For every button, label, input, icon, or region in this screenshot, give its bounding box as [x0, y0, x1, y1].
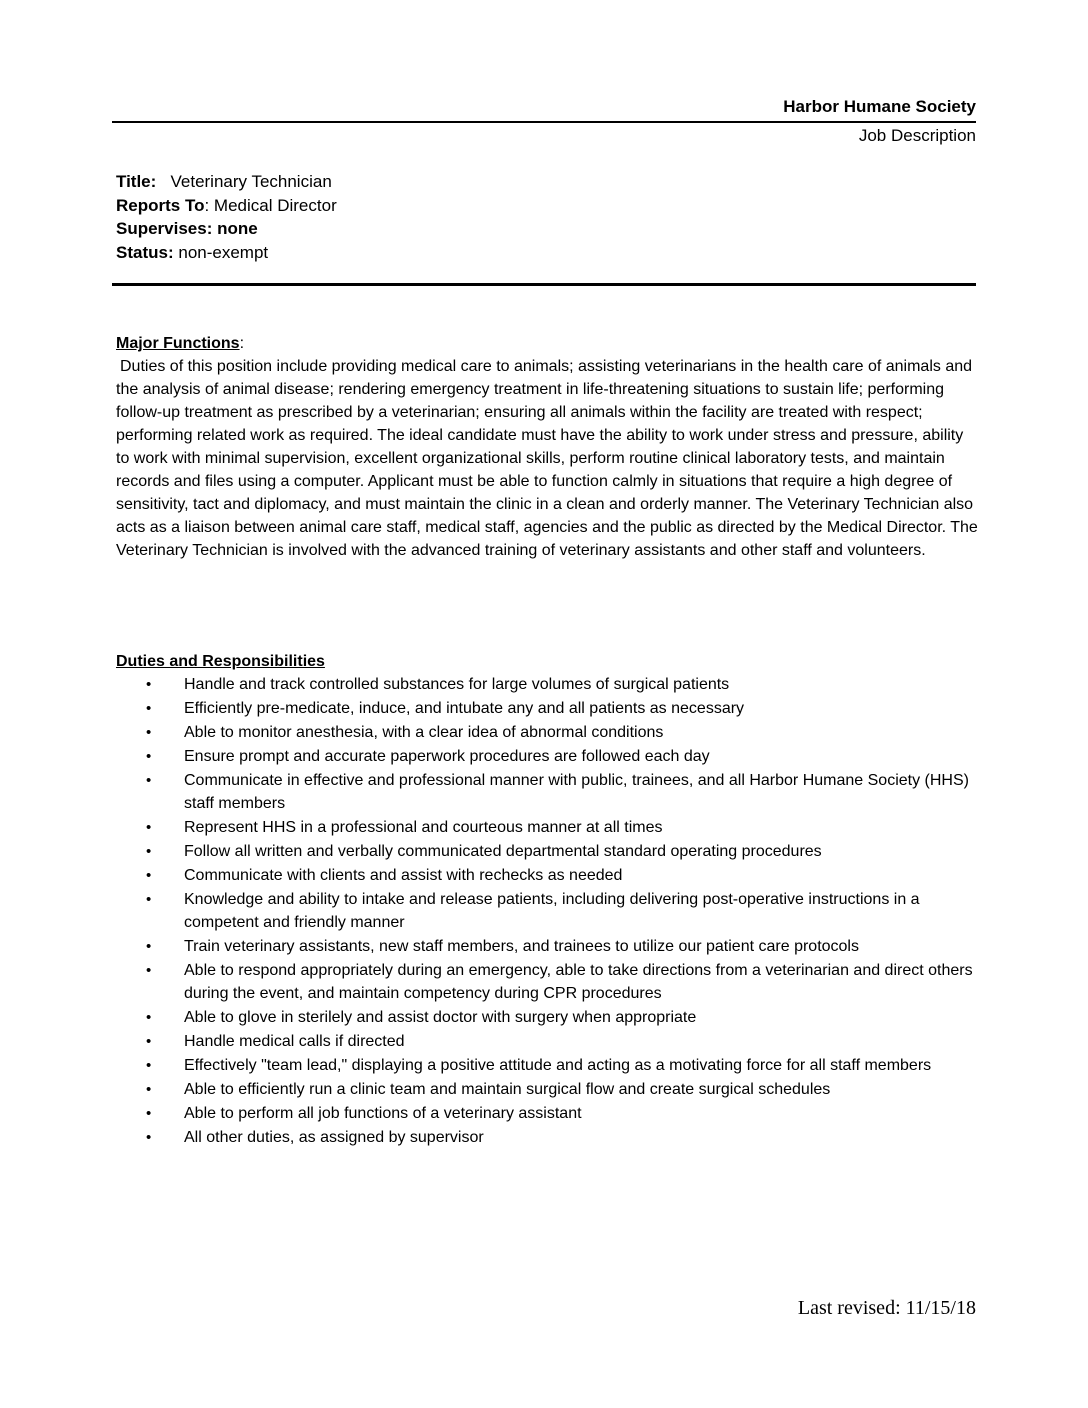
major-functions-colon: : — [239, 335, 245, 352]
status-row — [116, 241, 337, 265]
duty-text: Knowledge and ability to intake and release patients, including delivering post-operative instructions in a competent and friendly manner — [184, 891, 920, 931]
list-item — [116, 864, 978, 887]
bullet-icon: • — [146, 1105, 152, 1122]
major-functions-heading-row — [116, 332, 978, 355]
list-item — [116, 959, 978, 1005]
bullet-icon: • — [146, 724, 152, 741]
list-item — [116, 673, 978, 696]
duty-text: Able to monitor anesthesia, with a clear idea of abnormal conditions — [184, 724, 664, 741]
supervises-label: Supervises: none — [116, 219, 258, 238]
duty-text: Communicate in effective and professional manner with public, trainees, and all Harbor Humane Society (HHS) staff members — [184, 772, 969, 812]
title-value: Veterinary Technician — [170, 172, 332, 191]
duty-text: All other duties, as assigned by supervisor — [184, 1129, 484, 1146]
list-item — [116, 745, 978, 768]
bullet-icon: • — [146, 700, 152, 717]
status-label: Status: — [116, 242, 174, 262]
list-item — [116, 697, 978, 720]
bullet-icon: • — [146, 867, 152, 884]
duty-text: Handle medical calls if directed — [184, 1033, 405, 1050]
title-row — [116, 170, 337, 194]
list-item — [116, 1102, 978, 1125]
title-label: Title: — [116, 172, 157, 191]
bullet-icon: • — [146, 819, 152, 836]
list-item — [116, 816, 978, 839]
duty-text: Follow all written and verbally communicated departmental standard operating procedures — [184, 843, 822, 860]
duties-heading: Duties and Responsibilities — [116, 653, 325, 670]
organization-name: Harbor Humane Society — [783, 97, 976, 116]
bullet-icon: • — [146, 962, 152, 979]
list-item — [116, 1054, 978, 1077]
bullet-icon: • — [146, 938, 152, 955]
bullet-icon: • — [146, 1057, 152, 1074]
list-item — [116, 1006, 978, 1029]
status-value: non-exempt — [178, 242, 269, 262]
list-item — [116, 1030, 978, 1053]
bullet-icon: • — [146, 843, 152, 860]
bullet-icon: • — [146, 1033, 152, 1050]
major-functions-heading: Major Functions — [116, 335, 240, 352]
list-item — [116, 888, 978, 934]
list-item — [116, 935, 978, 958]
duty-text: Able to respond appropriately during an emergency, able to take directions from a veterinarian and direct others during the event, and maintain competency during CPR procedures — [184, 962, 973, 1002]
duty-text: Able to glove in sterilely and assist doctor with surgery when appropriate — [184, 1009, 697, 1026]
bullet-icon: • — [146, 891, 152, 908]
header-divider — [112, 121, 976, 123]
major-functions-body: Duties of this position include providing medical care to animals; assisting veterinarians in the health care of animals and the analysis of animal disease; rendering emergency treatment in life-threatening situations to sustain life; performing follow-up treatment as prescribed by a veterinarian; ensuring all animals within the facility are treated with respect; performing related work as required. The ideal candidate must have the ability to work under stress and pressure, ability to work with minimal supervision, excellent organizational skills, perform routine clinical laboratory tests, and maintain records and files using a computer. Applicant must be able to function calmly in situations that require a high degree of sensitivity, tact and diplomacy, and must maintain the clinic in a clean and orderly manner. The Veterinary Technician also acts as a liaison between animal care staff, medical staff, agencies and the public as directed by the Medical Director. The Veterinary Technician is involved with the advanced training of veterinary assistants and other staff and volunteers. — [116, 358, 978, 559]
supervises-row — [116, 217, 337, 241]
list-item — [116, 1126, 978, 1149]
duty-text: Ensure prompt and accurate paperwork procedures are followed each day — [184, 748, 710, 765]
list-item — [116, 840, 978, 863]
document-type: Job Description — [858, 126, 976, 145]
duty-text: Train veterinary assistants, new staff members, and trainees to utilize our patient care protocols — [184, 938, 859, 955]
position-summary — [116, 170, 337, 264]
reports-to-value: : Medical Director — [204, 195, 337, 215]
list-item — [116, 721, 978, 744]
duty-text: Able to perform all job functions of a veterinary assistant — [184, 1105, 582, 1122]
bullet-icon: • — [146, 1009, 152, 1026]
duties-list — [116, 673, 978, 1149]
duties-section — [116, 650, 978, 1150]
major-functions-section — [116, 332, 978, 562]
duty-text: Effectively "team lead," displaying a positive attitude and acting as a motivating force for all staff members — [184, 1057, 932, 1074]
bullet-icon: • — [146, 1081, 152, 1098]
bullet-icon: • — [146, 676, 152, 693]
reports-to-label: Reports To — [116, 195, 205, 215]
last-revised-date: Last revised: 11/15/18 — [797, 1297, 976, 1319]
duty-text: Able to efficiently run a clinic team and maintain surgical flow and create surgical schedules — [184, 1081, 831, 1098]
bullet-icon: • — [146, 1129, 152, 1146]
duty-text: Efficiently pre-medicate, induce, and intubate any and all patients as necessary — [184, 700, 745, 717]
section-divider — [112, 283, 976, 286]
list-item — [116, 769, 978, 815]
bullet-icon: • — [146, 748, 152, 765]
duty-text: Communicate with clients and assist with rechecks as needed — [184, 867, 623, 884]
duty-text: Represent HHS in a professional and courteous manner at all times — [184, 819, 663, 836]
list-item — [116, 1078, 978, 1101]
reports-to-row — [116, 194, 337, 218]
duty-text: Handle and track controlled substances for large volumes of surgical patients — [184, 676, 730, 693]
bullet-icon: • — [146, 772, 152, 789]
